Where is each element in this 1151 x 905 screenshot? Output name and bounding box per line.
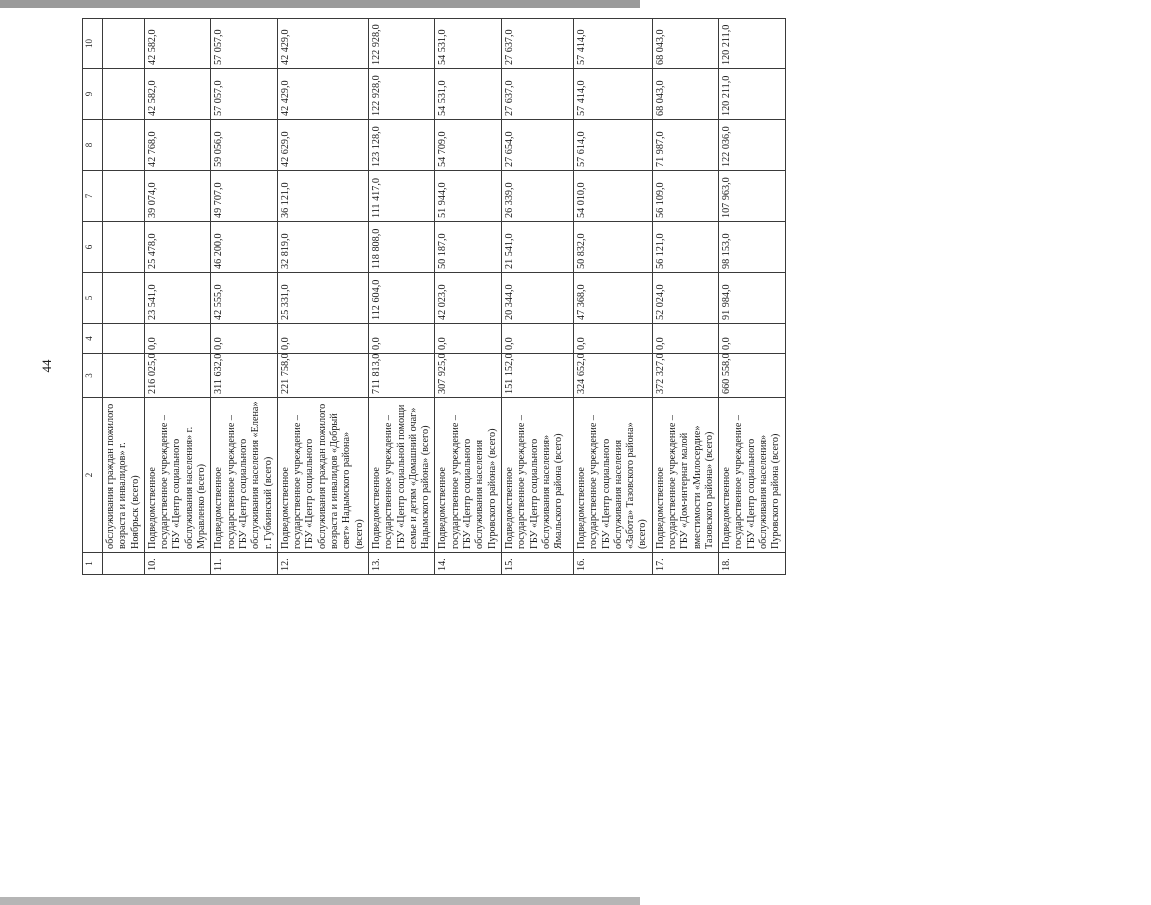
amount-cell — [103, 171, 145, 222]
institution-name-cell: Подведомственное государственное учреждение – ГБУ «Центр социального обслуживания населения» Пуровского района (всего) — [719, 398, 785, 553]
amount-cell: 51 944,0 — [435, 171, 501, 222]
amount-cell: 56 109,0 — [652, 171, 718, 222]
table-row — [144, 19, 210, 575]
amount-cell — [103, 354, 145, 398]
column-header: 9 — [83, 69, 103, 120]
amount-cell — [103, 324, 145, 354]
amount-cell: 0,0 — [144, 324, 210, 354]
amount-cell: 42 429,0 — [277, 19, 368, 69]
column-header: 5 — [83, 273, 103, 324]
institution-name-cell: Подведомственное государственное учреждение – ГБУ «Дом-интернат малой вместимости «Милосердие» Тазовского района» (всего) — [652, 398, 718, 553]
institution-name-cell: Подведомственное государственное учреждение – ГБУ «Центр социального обслуживания населения «Елена» г. Губкинский (всего) — [211, 398, 277, 553]
table-row — [501, 19, 573, 575]
column-header: 4 — [83, 324, 103, 354]
amount-cell: 0,0 — [573, 324, 652, 354]
amount-cell: 42 582,0 — [144, 69, 210, 120]
amount-cell: 0,0 — [435, 324, 501, 354]
table-row — [719, 19, 785, 575]
table-row — [652, 19, 718, 575]
amount-cell: 57 414,0 — [573, 19, 652, 69]
amount-cell: 0,0 — [277, 324, 368, 354]
column-header: 10 — [83, 19, 103, 69]
amount-cell: 39 074,0 — [144, 171, 210, 222]
amount-cell: 27 654,0 — [501, 120, 573, 171]
amount-cell: 21 541,0 — [501, 222, 573, 273]
amount-cell — [103, 222, 145, 273]
amount-cell: 54 010,0 — [573, 171, 652, 222]
amount-cell: 46 200,0 — [211, 222, 277, 273]
institution-name-cell: Подведомственное государственное учреждение – ГБУ «Центр социальной помощи семье и детям «Домашний очаг» Надымского района» (всего) — [368, 398, 434, 553]
amount-cell: 56 121,0 — [652, 222, 718, 273]
amount-cell: 0,0 — [719, 324, 785, 354]
table-row — [368, 19, 434, 575]
amount-cell: 25 331,0 — [277, 273, 368, 324]
amount-cell: 54 709,0 — [435, 120, 501, 171]
amount-cell — [103, 273, 145, 324]
institution-name-cell: Подведомственное государственное учреждение – ГБУ «Центр социального обслуживания населения Пуровского района» (всего) — [435, 398, 501, 553]
amount-cell: 57 614,0 — [573, 120, 652, 171]
row-number-cell — [103, 553, 145, 575]
table-row — [211, 19, 277, 575]
institution-name-cell: обслуживания граждан пожилого возраста и инвалидов» г. Ноябрьск (всего) — [103, 398, 145, 553]
amount-cell: 42 023,0 — [435, 273, 501, 324]
amount-cell: 112 604,0 — [368, 273, 434, 324]
amount-cell: 0,0 — [501, 324, 573, 354]
amount-cell: 91 984,0 — [719, 273, 785, 324]
amount-cell: 57 057,0 — [211, 69, 277, 120]
amount-cell: 23 541,0 — [144, 273, 210, 324]
amount-cell: 68 043,0 — [652, 19, 718, 69]
amount-cell: 107 963,0 — [719, 171, 785, 222]
amount-cell: 47 368,0 — [573, 273, 652, 324]
table-row — [277, 19, 368, 575]
header-row — [83, 19, 103, 575]
column-header: 3 — [83, 354, 103, 398]
amount-cell: 0,0 — [368, 324, 434, 354]
amount-cell: 49 707,0 — [211, 171, 277, 222]
row-number-cell: 18. — [719, 553, 785, 575]
scan-bottom-edge — [0, 897, 640, 905]
amount-cell: 122 928,0 — [368, 69, 434, 120]
rotated-page — [82, 19, 1151, 575]
amount-cell: 42 429,0 — [277, 69, 368, 120]
amount-cell: 122 928,0 — [368, 19, 434, 69]
amount-cell: 118 808,0 — [368, 222, 434, 273]
amount-cell: 42 582,0 — [144, 19, 210, 69]
table-row — [103, 19, 145, 575]
budget-table — [82, 18, 786, 575]
row-number-cell: 12. — [277, 553, 368, 575]
amount-cell: 71 987,0 — [652, 120, 718, 171]
amount-cell: 50 187,0 — [435, 222, 501, 273]
amount-cell: 27 637,0 — [501, 19, 573, 69]
page-number: 44 — [39, 359, 54, 373]
table-row — [435, 19, 501, 575]
row-number-cell: 13. — [368, 553, 434, 575]
amount-cell: 36 121,0 — [277, 171, 368, 222]
amount-cell: 59 056,0 — [211, 120, 277, 171]
row-number-cell: 15. — [501, 553, 573, 575]
amount-cell: 324 652,0 — [573, 354, 652, 398]
amount-cell: 25 478,0 — [144, 222, 210, 273]
amount-cell: 54 531,0 — [435, 19, 501, 69]
amount-cell: 57 414,0 — [573, 69, 652, 120]
amount-cell: 216 025,0 — [144, 354, 210, 398]
amount-cell: 57 057,0 — [211, 19, 277, 69]
scan-top-edge — [0, 0, 640, 8]
institution-name-cell: Подведомственное государственное учреждение – ГБУ «Центр социального обслуживания населения» Ямальского района (всего) — [501, 398, 573, 553]
row-number-cell: 10. — [144, 553, 210, 575]
amount-cell: 120 211,0 — [719, 69, 785, 120]
institution-name-cell: Подведомственное государственное учреждение – ГБУ «Центр социального обслуживания населения «Забота» Тазовского района» (всего) — [573, 398, 652, 553]
column-header: 7 — [83, 171, 103, 222]
amount-cell: 32 819,0 — [277, 222, 368, 273]
row-number-cell: 11. — [211, 553, 277, 575]
amount-cell: 42 629,0 — [277, 120, 368, 171]
row-number-cell: 14. — [435, 553, 501, 575]
amount-cell: 221 758,0 — [277, 354, 368, 398]
column-header: 2 — [83, 398, 103, 553]
amount-cell: 0,0 — [652, 324, 718, 354]
column-header: 1 — [83, 553, 103, 575]
amount-cell: 0,0 — [211, 324, 277, 354]
amount-cell: 122 036,0 — [719, 120, 785, 171]
amount-cell: 151 152,0 — [501, 354, 573, 398]
table-row — [573, 19, 652, 575]
amount-cell: 660 558,0 — [719, 354, 785, 398]
institution-name-cell: Подведомственное государственное учреждение – ГБУ «Центр социального обслуживания населения» г. Муравленко (всего) — [144, 398, 210, 553]
amount-cell: 372 327,0 — [652, 354, 718, 398]
amount-cell: 123 128,0 — [368, 120, 434, 171]
amount-cell: 111 417,0 — [368, 171, 434, 222]
amount-cell — [103, 69, 145, 120]
amount-cell: 120 211,0 — [719, 19, 785, 69]
row-number-cell: 17. — [652, 553, 718, 575]
amount-cell: 711 813,0 — [368, 354, 434, 398]
institution-name-cell: Подведомственное государственное учреждение – ГБУ «Центр социального обслуживания граждан пожилого возраста и инвалидов «Добрый свет» Надымского района» (всего) — [277, 398, 368, 553]
amount-cell — [103, 19, 145, 69]
row-number-cell: 16. — [573, 553, 652, 575]
amount-cell: 307 925,0 — [435, 354, 501, 398]
amount-cell: 26 339,0 — [501, 171, 573, 222]
amount-cell: 42 768,0 — [144, 120, 210, 171]
amount-cell: 50 832,0 — [573, 222, 652, 273]
amount-cell: 98 153,0 — [719, 222, 785, 273]
amount-cell — [103, 120, 145, 171]
amount-cell: 42 555,0 — [211, 273, 277, 324]
column-header: 6 — [83, 222, 103, 273]
amount-cell: 27 637,0 — [501, 69, 573, 120]
amount-cell: 68 043,0 — [652, 69, 718, 120]
amount-cell: 54 531,0 — [435, 69, 501, 120]
amount-cell: 52 024,0 — [652, 273, 718, 324]
column-header: 8 — [83, 120, 103, 171]
amount-cell: 20 344,0 — [501, 273, 573, 324]
amount-cell: 311 632,0 — [211, 354, 277, 398]
